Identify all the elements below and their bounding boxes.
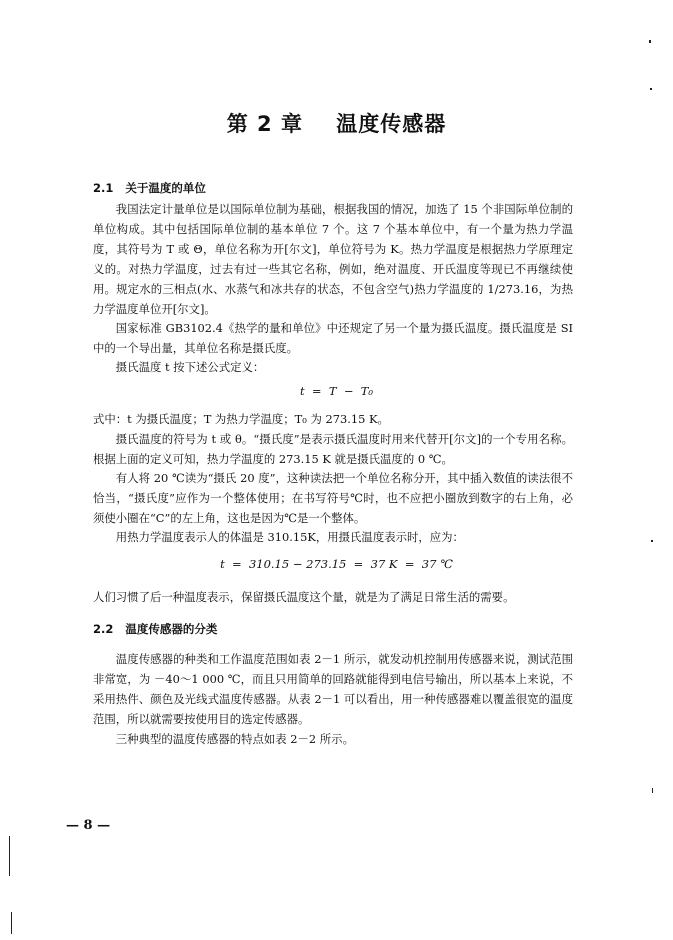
section-heading-2-1: 2.1 关于温度的单位 bbox=[93, 181, 206, 195]
chapter-title: 第 2 章 温度传感器 bbox=[226, 112, 447, 136]
paragraph: 国家标准 GB3102.4《热学的量和单位》中还规定了另一个量为摄氏温度。摄氏温度是 SI 中的一个导出量，其单位名称是摄氏度。 bbox=[93, 321, 573, 355]
formula: t = 310.15 − 273.15 = 37 K = 37 ℃ bbox=[220, 557, 453, 571]
page-number: — 8 — bbox=[66, 818, 111, 833]
paragraph: 用热力学温度表示人的体温是 310.15K，用摄氏温度表示时，应为： bbox=[115, 530, 464, 544]
paragraph: 有人将 20 ℃读为“摄氏 20 度”，这种读法把一个单位名称分开，其中插入数值的读法很不恰当，“摄氏度”应作为一个整体使用；在书写符号℃时，也不应把小圈放到数字的右上角，必须使小圈在“C”的左上角，这也是因为℃是一个整体。 bbox=[93, 471, 573, 525]
scan-mark bbox=[9, 836, 10, 876]
scan-mark bbox=[652, 788, 653, 793]
paragraph: 我国法定计量单位是以国际单位制为基础，根据我国的情况，加选了 15 个非国际单位制的单位构成。其中包括国际单位制的基本单位 7 个。这 7 个基本单位中，有一个量为热力学温度，其符号为 T 或 Θ，单位名称为开[尔文]，单位符号为 K。热力学温度是根据热力学原理定义的。对热力学温度，过去有过一些其它名称，例如，绝对温度、开氏温度等现已不再继续使用。规定水的三相点(水、水蒸气和冰共存的状态，不包含空气)热力学温度的 1/273.16，为热力学温度单位开[尔文]。 bbox=[93, 202, 573, 316]
scan-mark bbox=[11, 912, 12, 934]
paragraph: 摄氏温度 t 按下述公式定义： bbox=[115, 360, 265, 374]
scan-mark bbox=[649, 40, 651, 43]
scan-mark bbox=[650, 88, 652, 90]
formula: t = T − T₀ bbox=[299, 384, 374, 398]
paragraph: 人们习惯了后一种温度表示，保留摄氏温度这个量，就是为了满足日常生活的需要。 bbox=[93, 590, 515, 604]
section-heading-2-2: 2.2 温度传感器的分类 bbox=[93, 622, 218, 636]
paragraph: 温度传感器的种类和工作温度范围如表 2－1 所示，就发动机控制用传感器来说，测试范围非常宽，为 －40～1 000 ℃，而且只用简单的回路就能得到电信号输出，所以基本上来说，不采用热件、颜色及光线式温度传感器。从表 2－1 可以看出，用一种传感器难以覆盖很宽的温度范围，所以就需要按使用目的选定传感器。 bbox=[93, 652, 573, 726]
paragraph: 式中：t 为摄氏温度；T 为热力学温度；T₀ 为 273.15 K。 bbox=[93, 412, 389, 426]
paragraph: 三种典型的温度传感器的特点如表 2－2 所示。 bbox=[115, 732, 354, 746]
paragraph: 摄氏温度的符号为 t 或 θ。“摄氏度”是表示摄氏温度时用来代替开[尔文]的一个专用名称。根据上面的定义可知，热力学温度的 273.15 K 就是摄氏温度的 0 ℃。 bbox=[93, 432, 573, 466]
scan-mark bbox=[651, 540, 653, 542]
